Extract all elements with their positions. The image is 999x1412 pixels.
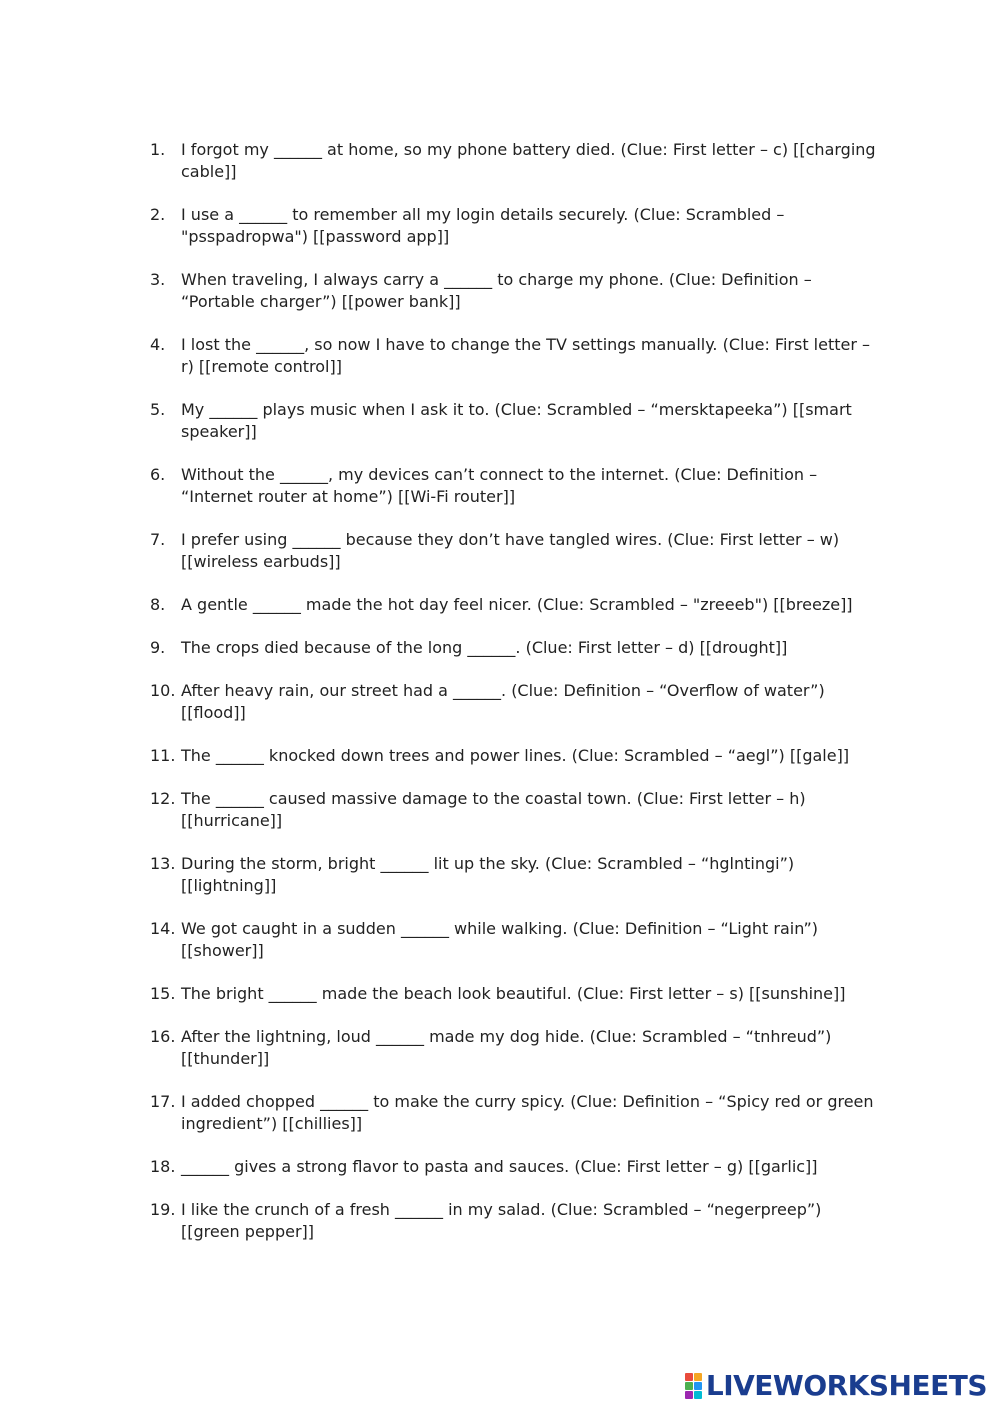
item-text: ______ gives a strong flavor to pasta and sauces. (Clue: First letter – g) [[garlic]] [181,1157,818,1176]
item-text: I added chopped ______ to make the curry spicy. (Clue: Definition – “Spicy red or green ingredient”) [[chillies]] [181,1092,879,1133]
item-number: 5. [150,400,166,419]
liveworksheets-logo-icon [685,1373,702,1399]
item-text: I forgot my ______ at home, so my phone battery died. (Clue: First letter – c) [[charging cable]] [181,140,881,181]
list-item [150,1199,880,1243]
item-number: 19. [150,1200,176,1219]
item-text: Without the ______, my devices can’t connect to the internet. (Clue: Definition – “Internet router at home”) [[Wi-Fi router]] [181,465,823,506]
list-item [150,139,880,183]
list-item [150,204,880,248]
item-number: 10. [150,681,176,700]
item-number: 4. [150,335,166,354]
item-text: When traveling, I always carry a ______ to charge my phone. (Clue: Definition – “Portable charger”) [[power bank]] [181,270,817,311]
item-text: The ______ knocked down trees and power lines. (Clue: Scrambled – “aegl”) [[gale]] [181,746,850,765]
item-number: 14. [150,919,176,938]
item-number: 7. [150,530,166,549]
list-item [150,918,880,962]
brand-name: LIVEWORKSHEETS [705,1369,987,1402]
list-item [150,788,880,832]
item-text: After the lightning, loud ______ made my dog hide. (Clue: Scrambled – “tnhreud”) [[thunder]] [181,1027,837,1068]
item-text: I lost the ______, so now I have to change the TV settings manually. (Clue: First letter – r) [[remote control]] [181,335,876,376]
item-number: 6. [150,465,166,484]
liveworksheets-logo [685,1369,987,1402]
item-text: We got caught in a sudden ______ while walking. (Clue: Definition – “Light rain”) [[shower]] [181,919,824,960]
item-text: I prefer using ______ because they don’t have tangled wires. (Clue: First letter – w) [[wireless earbuds]] [181,530,845,571]
item-number: 2. [150,205,166,224]
list-item [150,1091,880,1135]
list-item [150,637,880,659]
item-number: 16. [150,1027,176,1046]
item-text: The crops died because of the long ______. (Clue: First letter – d) [[drought]] [181,638,788,657]
item-text: My ______ plays music when I ask it to. (Clue: Scrambled – “mersktapeeka”) [[smart speaker]] [181,400,857,441]
item-number: 15. [150,984,176,1003]
item-text: A gentle ______ made the hot day feel nicer. (Clue: Scrambled – "zreeeb") [[breeze]] [181,595,853,614]
list-item [150,1156,880,1178]
list-item [150,269,880,313]
item-number: 3. [150,270,166,289]
item-number: 8. [150,595,166,614]
item-number: 9. [150,638,166,657]
item-text: The ______ caused massive damage to the coastal town. (Clue: First letter – h) [[hurricane]] [181,789,811,830]
list-item [150,594,880,616]
list-item [150,745,880,767]
worksheet [150,139,880,1264]
logo-cell [694,1391,702,1399]
logo-cell [685,1391,693,1399]
list-item [150,853,880,897]
list-item [150,680,880,724]
item-text: I like the crunch of a fresh ______ in my salad. (Clue: Scrambled – “negerpreep”) [[green pepper]] [181,1200,827,1241]
item-text: After heavy rain, our street had a ______. (Clue: Definition – “Overflow of water”) [[flood]] [181,681,830,722]
list-item [150,399,880,443]
item-number: 1. [150,140,166,159]
item-number: 18. [150,1157,176,1176]
list-item [150,334,880,378]
item-number: 12. [150,789,176,808]
logo-cell [685,1382,693,1390]
item-number: 11. [150,746,176,765]
list-item [150,1026,880,1070]
item-text: The bright ______ made the beach look beautiful. (Clue: First letter – s) [[sunshine]] [181,984,846,1003]
list-item [150,529,880,573]
item-text: During the storm, bright ______ lit up the sky. (Clue: Scrambled – “hglntingi”) [[lightning]] [181,854,800,895]
logo-cell [694,1373,702,1381]
item-text: I use a ______ to remember all my login details securely. (Clue: Scrambled – "psspadropwa") [[password app]] [181,205,790,246]
logo-cell [694,1382,702,1390]
item-number: 13. [150,854,176,873]
item-number: 17. [150,1092,176,1111]
logo-cell [685,1373,693,1381]
list-item [150,983,880,1005]
list-item [150,464,880,508]
